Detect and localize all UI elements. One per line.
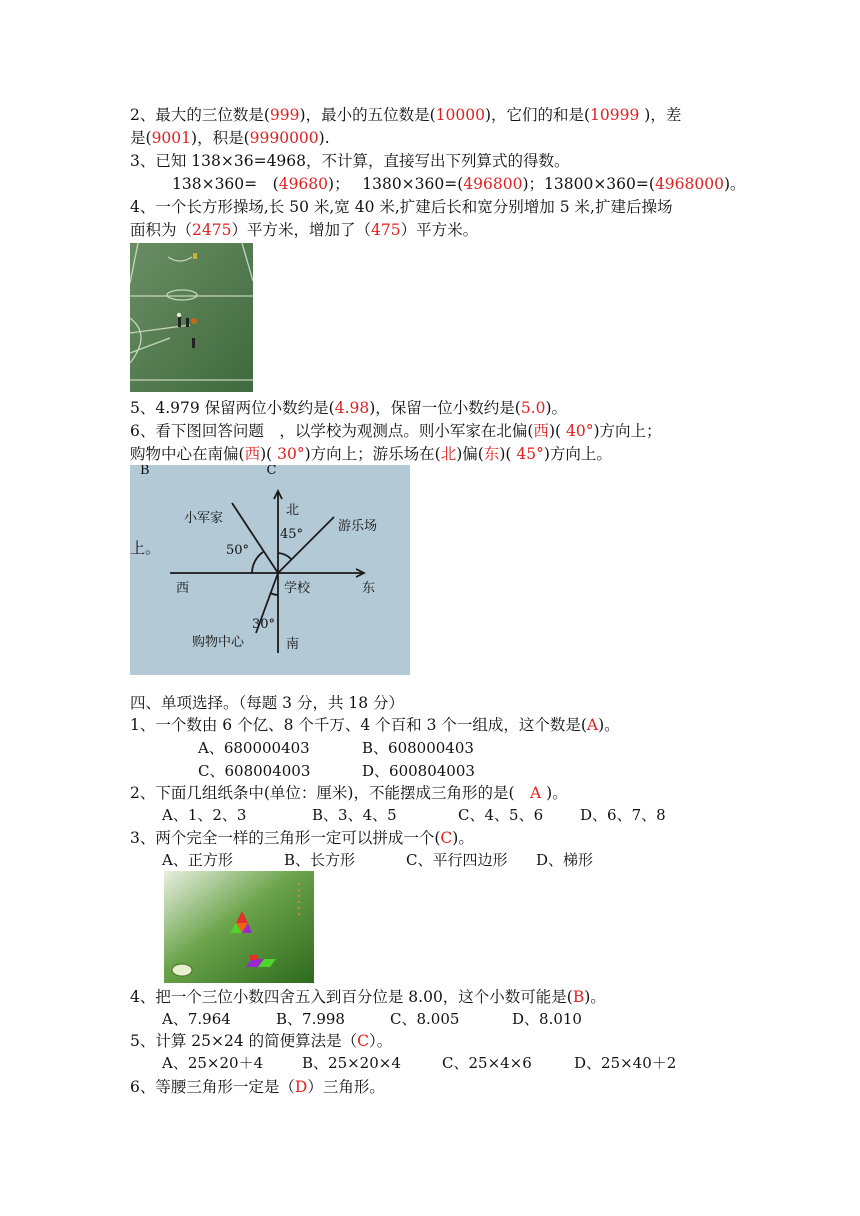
- label-east: 东: [362, 581, 376, 596]
- angle-home-label: 50°: [226, 543, 250, 558]
- q5-line: 5、4.979 保留两位小数约是(4.98)，保留一位小数约是(5.0)。: [130, 399, 568, 417]
- m4-option-c: C、8.005: [390, 1010, 460, 1028]
- m5-option-a: A、25×20＋4: [162, 1054, 264, 1072]
- angle-park-label: 45°: [280, 527, 304, 542]
- basketball-court-photo: [130, 243, 253, 392]
- m3-option-b: B、长方形: [284, 851, 356, 869]
- q6-line1: 6、看下图回答问题 ，以学校为观测点。则小军家在北偏(西)( 40°)方向上；: [130, 422, 662, 440]
- m3-option-a: A、正方形: [162, 851, 233, 869]
- q2-line1: 2、最大的三位数是(999)，最小的五位数是(10000)，它们的和是(10999 )，差: [130, 106, 682, 124]
- m5-option-d: D、25×40＋2: [574, 1054, 677, 1072]
- m1-option-d: D、600804003: [362, 762, 475, 780]
- m4-option-a: A、7.964: [162, 1010, 231, 1028]
- m1-option-c: C、608004003: [198, 762, 311, 780]
- m1-question: 1、一个数由 6 个亿、8 个千万、4 个百和 3 个一组成，这个数是(A)。: [130, 716, 620, 734]
- label-west: 西: [176, 581, 190, 596]
- diagram-top-fragment: B C: [140, 465, 277, 478]
- q6-line2: 购物中心在南偏(西)( 30°)方向上；游乐场在(北)偏(东)( 45°)方向上。: [130, 445, 612, 463]
- label-school: 学校: [284, 581, 311, 596]
- diagram-left-fragment: 上。: [130, 539, 161, 557]
- label-north: 北: [286, 503, 300, 518]
- m2-option-b: B、3、4、5: [312, 806, 397, 824]
- m5-question: 5、计算 25×24 的简便算法是（C）。: [130, 1032, 393, 1050]
- label-mall: 购物中心: [192, 635, 245, 650]
- label-park: 游乐场: [338, 519, 378, 534]
- angle-mall-label: 30°: [252, 617, 276, 632]
- m5-option-b: B、25×20×4: [302, 1054, 401, 1072]
- m1-option-b: B、608000403: [362, 739, 474, 757]
- m1-option-a: A、680000403: [198, 739, 310, 757]
- q3-title: 3、已知 138×36=4968，不计算，直接写出下列算式的得数。: [130, 152, 570, 170]
- m2-option-c: C、4、5、6: [458, 806, 544, 824]
- q4-line1: 4、一个长方形操场,长 50 米,宽 40 米,扩建后长和宽分别增加 5 米,扩建后操场: [130, 198, 673, 216]
- label-south: 南: [286, 637, 300, 652]
- section4-title: 四、单项选择。（每题 3 分，共 18 分）: [130, 694, 405, 712]
- q2-line2: 是(9001)，积是(9990000).: [130, 129, 330, 147]
- q4-line2: 面积为（2475）平方米，增加了（475）平方米。: [130, 221, 479, 239]
- m4-option-d: D、8.010: [512, 1010, 582, 1028]
- triangle-puzzle-image: [164, 871, 314, 983]
- m2-option-a: A、1、2、3: [162, 806, 247, 824]
- m5-option-c: C、25×4×6: [442, 1054, 532, 1072]
- m3-option-d: D、梯形: [536, 851, 594, 869]
- m6-question: 6、等腰三角形一定是（D）三角形。: [130, 1078, 385, 1096]
- m2-question: 2、下面几组纸条中(单位：厘米)，不能摆成三角形的是( A )。: [130, 784, 568, 802]
- q3-answers: 138×360= (49680)； 1380×360=(496800)；13800×360=(4968000)。: [172, 175, 746, 193]
- m4-option-b: B、7.998: [276, 1010, 345, 1028]
- label-home: 小军家: [184, 511, 224, 526]
- direction-diagram: [130, 465, 410, 675]
- m3-option-c: C、平行四边形: [406, 851, 508, 869]
- m3-question: 3、两个完全一样的三角形一定可以拼成一个(C)。: [130, 829, 474, 847]
- m4-question: 4、把一个三位小数四舍五入到百分位是 8.00，这个小数可能是(B)。: [130, 988, 606, 1006]
- m2-option-d: D、6、7、8: [580, 806, 666, 824]
